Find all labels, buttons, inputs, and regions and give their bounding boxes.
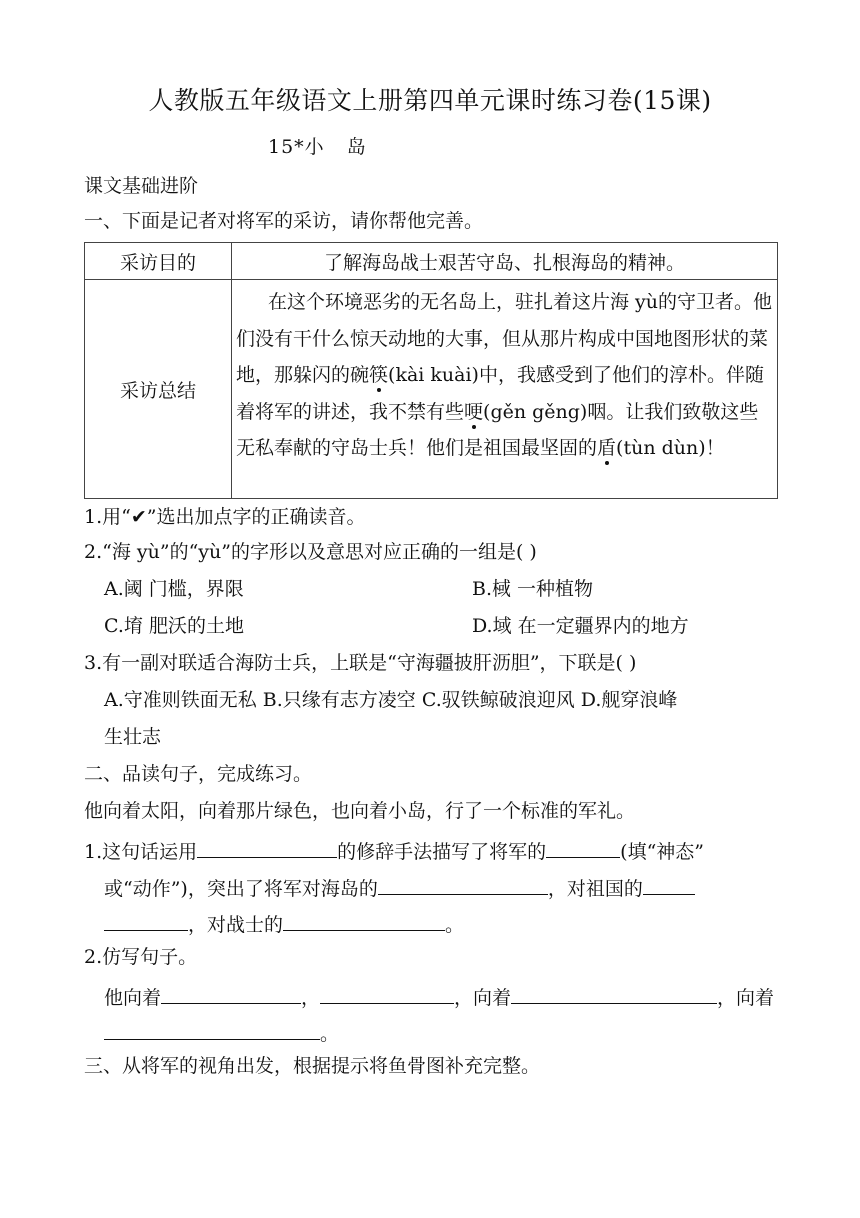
q3-options-line2: 生壮志: [104, 726, 162, 748]
q3-options-line1: A.守准则铁面无私 B.只缘有志方凌空 C.驭铁鲸破浪迎风 D.舰穿浪峰: [104, 689, 678, 711]
q21-text-b: 的修辞手法描写了将军的: [337, 841, 547, 863]
q21-text-c: (填“神态”: [620, 841, 704, 863]
summary-text-b: (kài kuài)中，我感受到了他们的淳朴。伴随着将军的讲述，我不禁有些: [236, 364, 764, 423]
blank-manner[interactable]: [546, 839, 620, 858]
q21-text-f: ，对战士的: [188, 914, 284, 936]
blank-island-feeling[interactable]: [378, 876, 548, 895]
q21-text-a: 1.这句话运用: [84, 841, 198, 863]
dotted-char-geng: 哽: [464, 400, 484, 423]
q2-option-c: C.堉 肥沃的土地: [104, 615, 244, 637]
dotted-char-kuai: 筷: [369, 364, 389, 386]
q21-text-d: 或“动作”)，突出了将军对海岛的: [104, 878, 378, 900]
q21-text-g: 。: [445, 914, 465, 936]
lesson-name: 岛: [346, 136, 367, 158]
imitation-sep1: ，: [301, 987, 321, 1009]
question-1-1: [84, 508, 365, 527]
part2-sentence: 他向着太阳，向着那片绿色，也向着小岛，行了一个标准的军礼。: [84, 800, 636, 822]
table-value-purpose: 了解海岛战士艰苦守岛、扎根海岛的精神。: [232, 243, 778, 280]
question-1-2: 2.“海 yù”的“yù”的字形以及意思对应正确的一组是( ): [84, 541, 537, 563]
imitation-end: 。: [320, 1023, 340, 1045]
imitation-sep3: ，向着: [717, 987, 775, 1009]
q1-text-b: ”选出加点字的正确读音。: [146, 506, 366, 528]
q2-option-d: D.域 在一定疆界内的地方: [472, 615, 689, 637]
summary-text-c: (gěn gěng)咽。让我们致敬这些无私奉献的守岛士兵！他们是祖国最坚固的: [236, 400, 759, 459]
lesson-title: [268, 138, 367, 157]
blank-rhetoric[interactable]: [197, 839, 337, 858]
part3-heading: 三、从将军的视角出发，根据提示将鱼骨图补充完整。: [84, 1055, 541, 1077]
blank-country-feeling-start[interactable]: [643, 876, 695, 895]
q2-option-a: A.阈 门槛，界限: [104, 578, 244, 600]
summary-text-a: 在这个环境恶劣的无名岛上，驻扎着这片海 yù的守卫者。他们没有干什么惊天动地的大事，但从那片构成中国地图形状的菜地，那躲闪的碗: [236, 291, 773, 386]
blank-soldier-feeling[interactable]: [283, 912, 445, 931]
summary-text-d: (tùn dùn)！: [616, 437, 725, 459]
blank-imitation-1[interactable]: [161, 985, 301, 1004]
part2-heading: 二、品读句子，完成练习。: [84, 763, 313, 785]
question-2-1-line1: [84, 839, 704, 862]
blank-imitation-4[interactable]: [104, 1021, 320, 1040]
q1-text-a: 1.用“: [84, 506, 131, 528]
blank-imitation-3[interactable]: [511, 985, 717, 1004]
table-value-summary: [232, 280, 778, 499]
page-title: 人教版五年级语文上册第四单元课时练习卷(15课): [148, 86, 712, 115]
table-label-purpose: 采访目的: [85, 243, 232, 280]
imitation-line1: [104, 985, 774, 1008]
imitation-text-a: 他向着: [104, 987, 162, 1009]
table-label-summary: 采访总结: [85, 280, 232, 499]
q21-text-e: ，对祖国的: [547, 878, 643, 900]
section-intro: 课文基础进阶: [84, 175, 199, 197]
check-mark-icon: ✔: [130, 506, 147, 528]
question-2-1-line3: [104, 912, 464, 935]
question-2-2: 2.仿写句子。: [84, 946, 198, 968]
blank-imitation-2[interactable]: [320, 985, 454, 1004]
interview-table: [84, 242, 778, 499]
lesson-number: 15*小: [268, 136, 325, 158]
q2-option-b: B.棫 一种植物: [472, 578, 594, 600]
part1-heading: 一、下面是记者对将军的采访，请你帮他完善。: [84, 210, 484, 232]
question-2-1-line2: [104, 876, 695, 899]
dotted-char-dun: 盾: [597, 437, 617, 459]
imitation-line2: [104, 1021, 339, 1044]
blank-country-feeling-end[interactable]: [104, 912, 188, 931]
question-1-3: 3.有一副对联适合海防士兵，上联是“守海疆披肝沥胆”，下联是( ): [84, 652, 637, 674]
imitation-sep2: ，向着: [454, 987, 512, 1009]
